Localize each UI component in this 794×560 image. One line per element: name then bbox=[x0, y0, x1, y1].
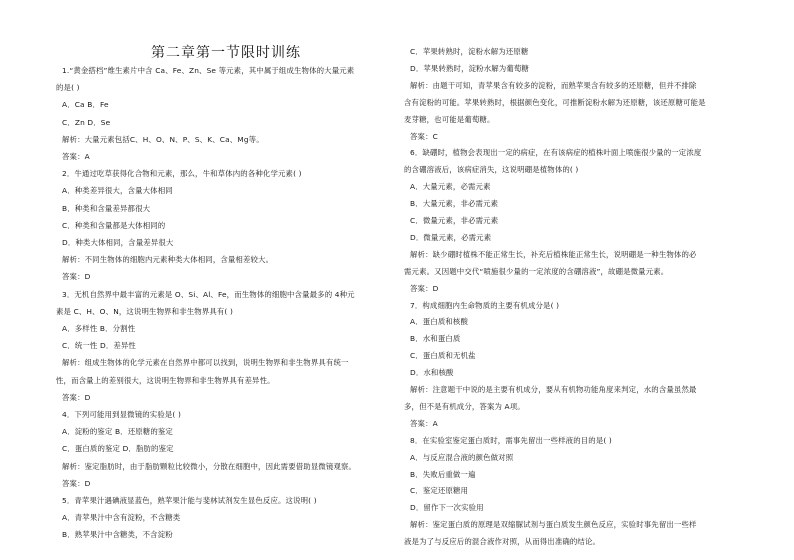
left-text-line: A．青苹果汁中含有淀粉，不含糖类 bbox=[62, 513, 181, 523]
right-text-line: A．蛋白质和核酸 bbox=[410, 317, 468, 327]
left-text-line: D．种类大体相同，含量差异很大 bbox=[62, 238, 174, 247]
right-text-line: 解析：由题干可知，青苹果含有较多的淀粉，而熟苹果含有较多的还原糖，但并不排除 bbox=[410, 80, 697, 90]
left-text-line: 1.“黄金搭档”维生素片中含 Ca、Fe、Zn、Se 等元素，其中属于组成生物体的大量元素 bbox=[62, 66, 355, 75]
right-text-line: D．微量元素，必需元素 bbox=[410, 232, 492, 242]
right-text-line: 解析：缺少硼时植株不能正常生长，补充后植株能正常生长，说明硼是一种生物体的必 bbox=[410, 249, 697, 259]
right-text-line: 多，但不是有机成分，答案为 A项。 bbox=[404, 401, 525, 411]
left-text-line: C．蛋白质的鉴定 D．脂肪的鉴定 bbox=[62, 444, 174, 454]
left-text-line: A．多样性 B．分割性 bbox=[62, 324, 136, 333]
left-text-line: 2．牛通过吃草获得化合物和元素，那么，牛和草体内的各种化学元素( ) bbox=[62, 169, 302, 179]
right-text-line: C．微量元素，非必需元素 bbox=[410, 216, 499, 225]
left-text-line: 的是( ) bbox=[56, 83, 80, 93]
right-text-line: 6．缺硼时，植物会表现出一定的病症，在有该病症的植株叶面上喷施很少量的一定浓度 bbox=[410, 148, 702, 158]
right-text-line: 含有淀粉的可能。苹果转熟时，根据颜色变化，可推断淀粉水解为还原糖，该还原糖可能是 bbox=[404, 97, 706, 107]
right-text-line: 答案：C bbox=[410, 131, 438, 141]
page-title: 第二章第一节限时训练 bbox=[151, 45, 301, 61]
right-text-line: B．大量元素，非必需元素 bbox=[410, 199, 499, 209]
right-text-line: B．失败后重做一遍 bbox=[410, 469, 476, 479]
right-text-line: 8．在实验室鉴定蛋白质时，需事先留出一些样液的目的是( ) bbox=[410, 435, 612, 445]
right-text-line: 答案：A bbox=[410, 418, 438, 428]
right-text-line: C．蛋白质和无机盐 bbox=[410, 351, 476, 361]
right-text-line: 麦芽糖，也可能是葡萄糖。 bbox=[404, 114, 495, 124]
right-text-line: D．留作下一次实验用 bbox=[410, 503, 484, 513]
left-text-line: B．熟苹果汁中含糖类，不含淀粉 bbox=[62, 530, 173, 540]
left-text-line: 4．下列可能用到显微镜的实验是( ) bbox=[62, 410, 181, 419]
left-text-line: 3．无机自然界中最丰富的元素是 O、Si、Al、Fe，而生物体的细胞中含量最多的 4种元 bbox=[62, 289, 355, 299]
left-text-line: 答案：A bbox=[62, 152, 90, 161]
right-text-line: 7．构成细胞内生命物质的主要有机成分是( ) bbox=[410, 300, 560, 310]
left-text-line: C．种类和含量都是大体相同的 bbox=[62, 220, 166, 230]
left-text-line: 答案：D bbox=[62, 392, 91, 402]
left-text-line: C．统一性 D．差异性 bbox=[62, 341, 136, 351]
right-text-line: A．大量元素，必需元素 bbox=[410, 182, 491, 192]
left-text-line: 答案：D bbox=[62, 272, 91, 282]
right-text-line: A．与反应混合液的颜色做对照 bbox=[410, 452, 514, 462]
right-text-line: 解析：注意题干中说的是主要有机成分，要从有机物功能角度来判定，水的含量虽然最 bbox=[410, 385, 697, 394]
left-text-line: C．Zn D．Se bbox=[62, 117, 111, 127]
left-text-line: B．种类和含量差异都很大 bbox=[62, 203, 151, 213]
right-text-line: 答案：D bbox=[410, 283, 439, 293]
right-text-line: C．鉴定还原糖用 bbox=[410, 486, 469, 496]
right-text-line: 液是为了与反应后的混合液作对照，从而得出准确的结论。 bbox=[404, 537, 601, 547]
right-text-line: 需元素。又因题中交代“喷施很少量的一定浓度的含硼溶液”，故硼是微量元素。 bbox=[404, 266, 669, 276]
left-text-line: A．Ca B．Fe bbox=[62, 100, 109, 110]
right-text-line: 解析：鉴定蛋白质的原理是双缩脲试剂与蛋白质发生颜色反应，实验时事先留出一些样 bbox=[410, 520, 697, 530]
left-text-line: 解析：鉴定脂肪时，由于脂肪颗粒比较微小，分散在细胞中，因此需要借助显微镜观察。 bbox=[62, 461, 357, 471]
right-text-line: 的含硼溶液后，该病症消失，这说明硼是植物体的( ) bbox=[404, 165, 579, 175]
right-text-line: D．苹果转熟时，淀粉水解为葡萄糖 bbox=[410, 63, 529, 73]
left-text-line: 素是 C、H、O、N，这说明生物界和非生物界具有( ) bbox=[56, 306, 234, 316]
left-text-line: 解析：不同生物体的细胞内元素种类大体相同，含量相差较大。 bbox=[62, 255, 274, 265]
right-text-line: B．水和蛋白质 bbox=[410, 334, 461, 344]
left-text-line: 答案：D bbox=[62, 478, 91, 488]
left-text-line: 5．青苹果汁遇碘液显蓝色，熟苹果汁能与斐林试剂发生显色反应。这说明( ) bbox=[62, 496, 317, 505]
left-text-line: 解析：大量元素包括C、H、O、N、P、S、K、Ca、Mg等。 bbox=[62, 134, 264, 144]
left-text-line: 解析：组成生物体的化学元素在自然界中都可以找到，说明生物界和非生物界具有统一 bbox=[62, 358, 349, 368]
left-text-line: 性，而含量上的差别很大，这说明生物界和非生物界具有差异性。 bbox=[56, 375, 275, 385]
right-text-line: D．水和核酸 bbox=[410, 368, 454, 378]
left-text-line: A．种类差异很大，含量大体相同 bbox=[62, 186, 173, 196]
right-text-line: C．苹果转熟时，淀粉水解为还原糖 bbox=[410, 47, 529, 56]
left-text-line: A．淀粉的鉴定 B．还原糖的鉴定 bbox=[62, 427, 173, 437]
